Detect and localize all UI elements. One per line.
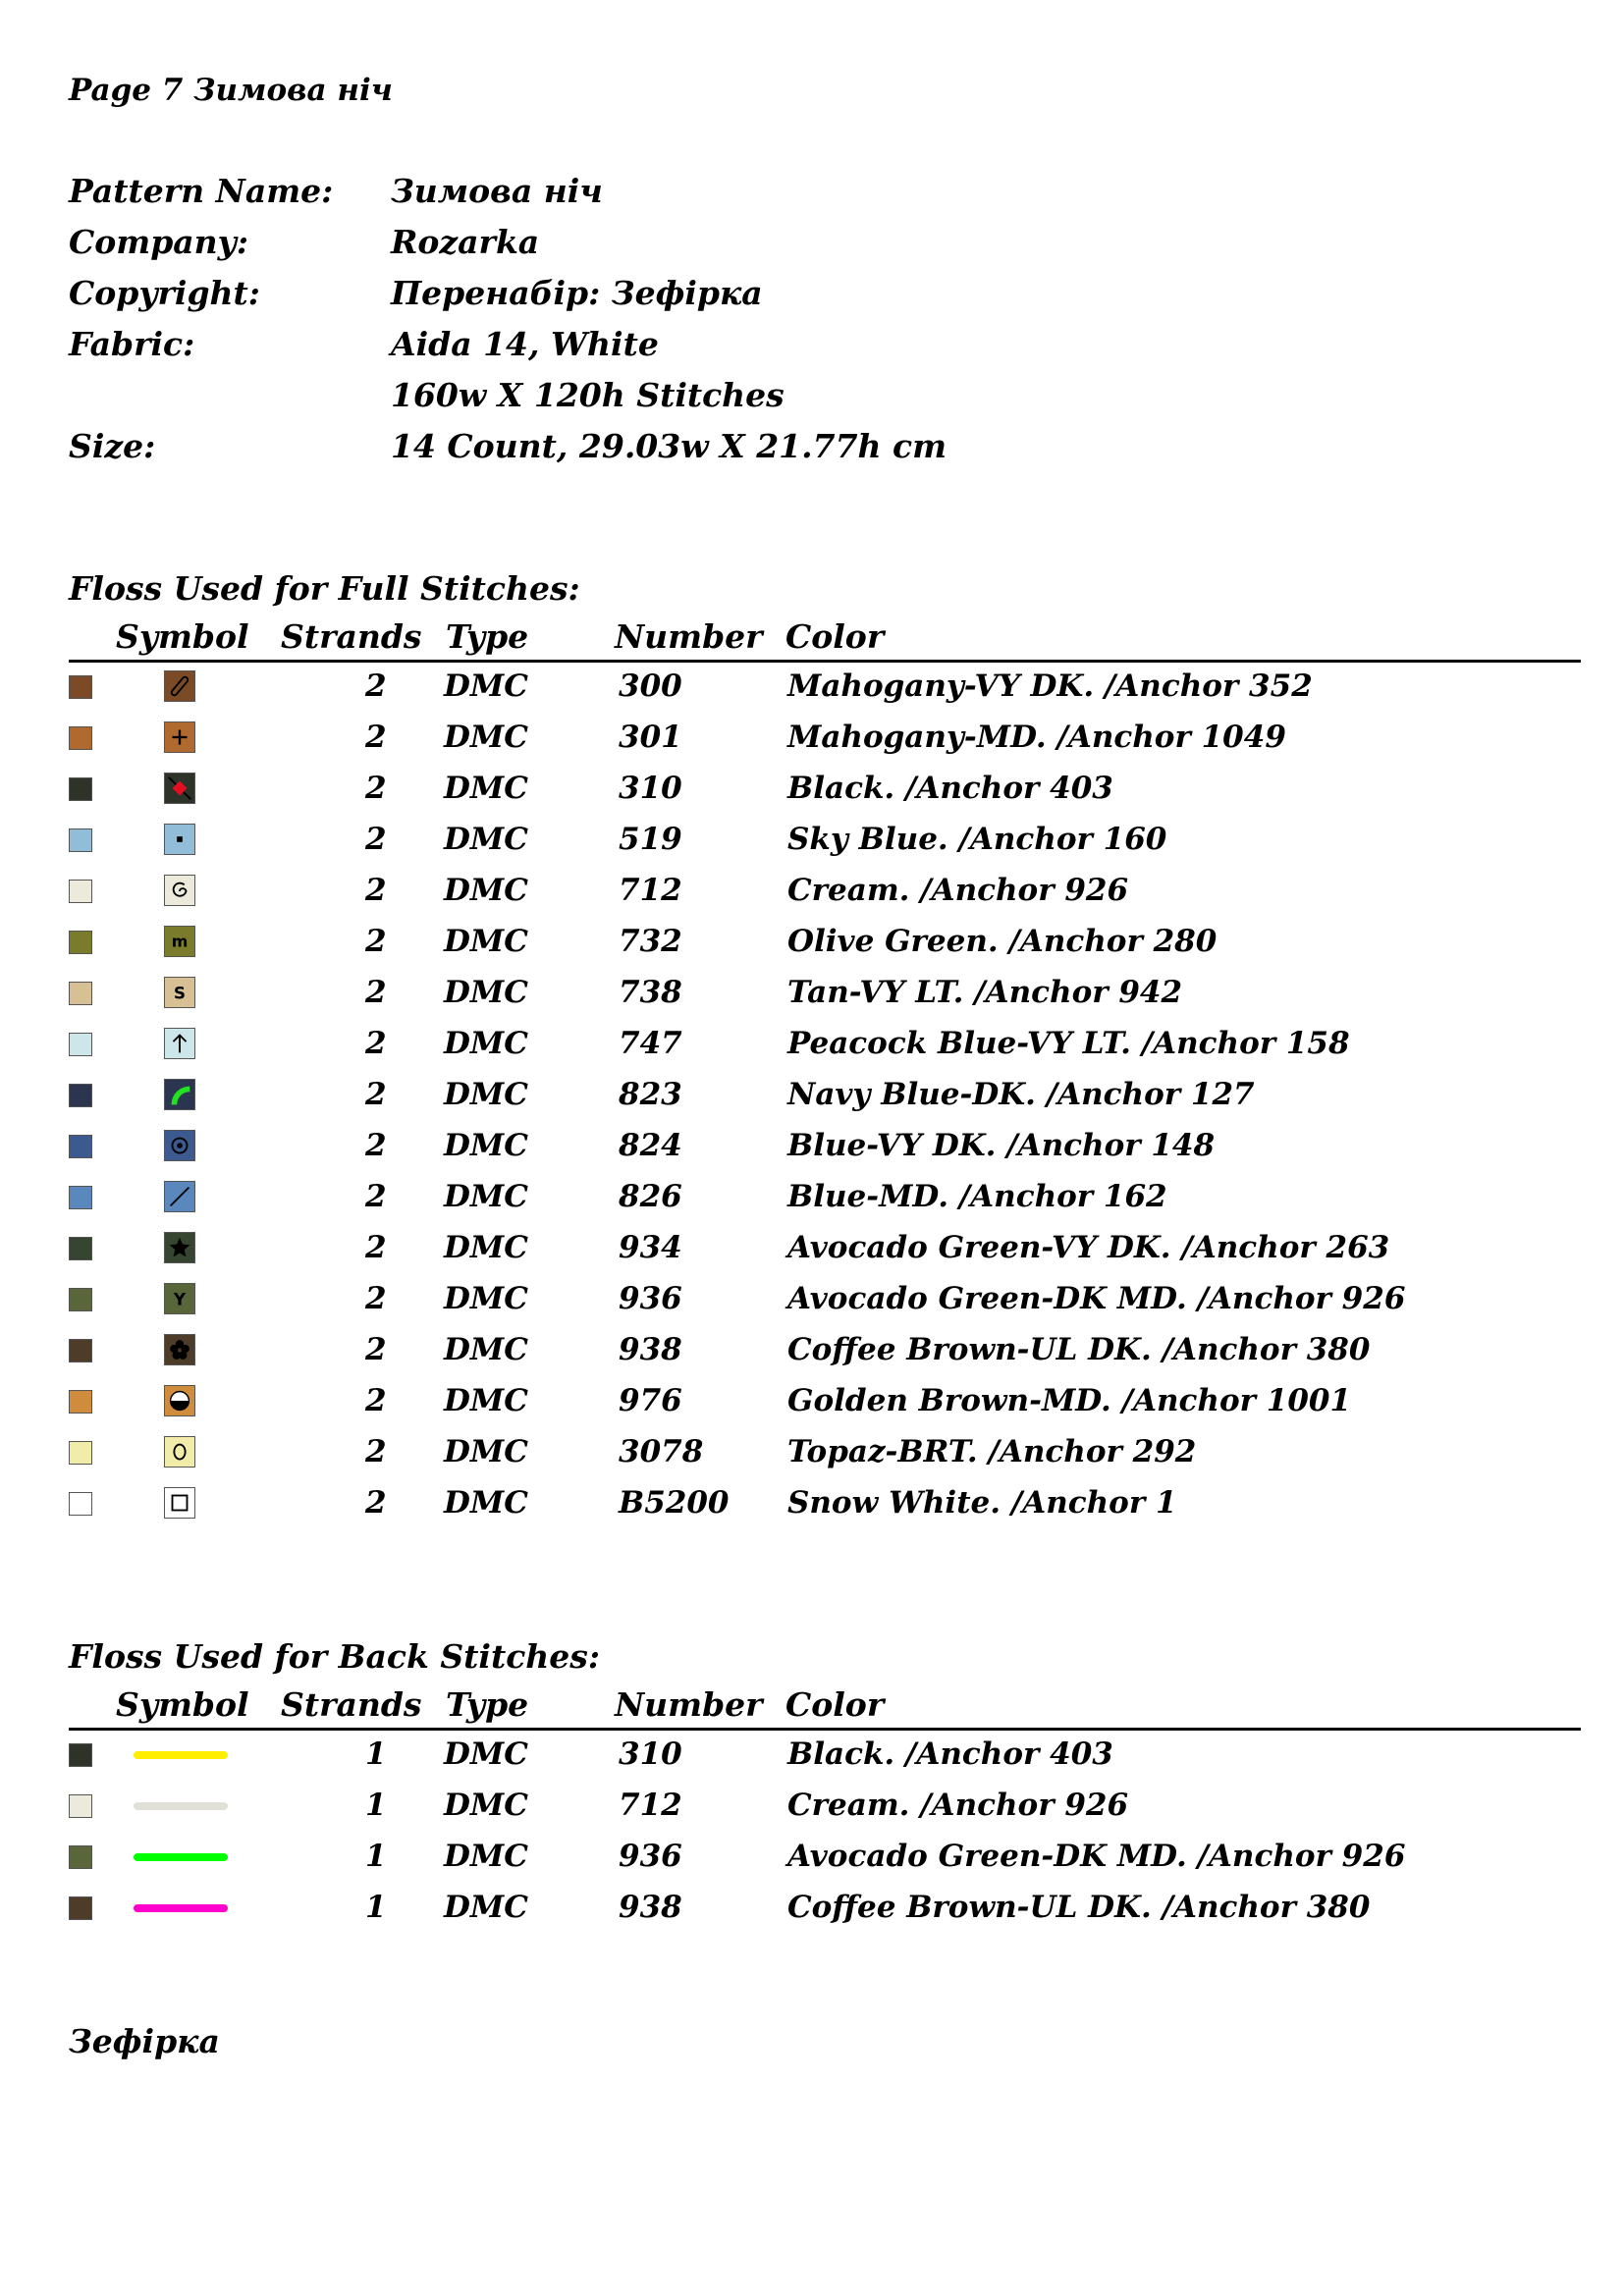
info-value: Зимова ніч [391, 171, 603, 210]
number-cell: 936 [619, 1839, 682, 1874]
svg-text:Y: Y [173, 1289, 187, 1309]
number-cell: 732 [619, 924, 682, 959]
number-cell: 976 [619, 1383, 682, 1418]
strands-cell: 2 [365, 1179, 387, 1214]
table-row [69, 1377, 1581, 1428]
color-name-cell: Coffee Brown-UL DK. /Anchor 380 [787, 1890, 1371, 1925]
back-stitches-rows [69, 1731, 1581, 1935]
type-cell: DMC [444, 822, 528, 857]
number-cell: 936 [619, 1281, 682, 1316]
info-row [69, 216, 947, 267]
type-cell: DMC [444, 1383, 528, 1418]
info-value: Перенабір: Зефірка [391, 273, 763, 312]
svg-text:S: S [173, 983, 187, 1003]
star-icon [164, 1232, 195, 1263]
info-row [69, 267, 947, 318]
number-cell: 301 [619, 720, 682, 755]
color-name-cell: Cream. /Anchor 926 [787, 873, 1129, 908]
strands-cell: 2 [365, 873, 387, 908]
table-row [69, 663, 1581, 714]
type-cell: DMC [444, 1788, 528, 1823]
type-cell: DMC [444, 1077, 528, 1112]
color-name-cell: Blue-MD. /Anchor 162 [787, 1179, 1167, 1214]
footer-signature: Зефірка [69, 2022, 220, 2060]
table-row [69, 1071, 1581, 1122]
color-name-cell: Peacock Blue-VY LT. /Anchor 158 [787, 1026, 1350, 1061]
page-title: Page 7 Зимова ніч [69, 73, 393, 108]
strands-cell: 1 [365, 1788, 387, 1823]
strands-cell: 2 [365, 1281, 387, 1316]
info-value: Aida 14, White [391, 324, 659, 363]
color-name-cell: Avocado Green-DK MD. /Anchor 926 [787, 1839, 1406, 1874]
color-swatch [69, 777, 92, 801]
color-swatch [69, 1186, 92, 1209]
strands-cell: 2 [365, 771, 387, 806]
color-name-cell: Snow White. /Anchor 1 [787, 1485, 1177, 1521]
color-swatch [69, 1492, 92, 1516]
number-cell: 3078 [619, 1434, 704, 1469]
strands-cell: 2 [365, 1128, 387, 1163]
letter-y-icon [164, 1283, 195, 1314]
table-row [69, 1479, 1581, 1530]
color-swatch [69, 1845, 92, 1869]
table-row [69, 918, 1581, 969]
color-name-cell: Blue-VY DK. /Anchor 148 [787, 1128, 1216, 1163]
table-row [69, 816, 1581, 867]
letter-s-icon [164, 977, 195, 1008]
table-row [69, 1833, 1581, 1884]
color-swatch [69, 1135, 92, 1158]
type-cell: DMC [444, 1179, 528, 1214]
strands-cell: 2 [365, 1383, 387, 1418]
arrow-up-icon [164, 1028, 195, 1059]
full-stitches-title: Floss Used for Full Stitches: [69, 569, 580, 608]
info-row [69, 420, 947, 471]
color-name-cell: Tan-VY LT. /Anchor 942 [787, 975, 1183, 1010]
info-row [69, 165, 947, 216]
header-number: Number [615, 1685, 763, 1724]
color-swatch [69, 726, 92, 750]
number-cell: 310 [619, 1736, 682, 1772]
strands-cell: 2 [365, 1230, 387, 1265]
type-cell: DMC [444, 1026, 528, 1061]
color-name-cell: Black. /Anchor 403 [787, 771, 1113, 806]
header-number: Number [615, 617, 763, 656]
number-cell: 310 [619, 771, 682, 806]
number-cell: 826 [619, 1179, 682, 1214]
type-cell: DMC [444, 720, 528, 755]
strands-cell: 2 [365, 975, 387, 1010]
table-row [69, 1884, 1581, 1935]
strands-cell: 2 [365, 1332, 387, 1367]
number-cell: 712 [619, 1788, 682, 1823]
swirl-icon [164, 875, 195, 906]
color-swatch [69, 1237, 92, 1260]
color-swatch [69, 931, 92, 954]
color-name-cell: Topaz-BRT. /Anchor 292 [787, 1434, 1197, 1469]
number-cell: 738 [619, 975, 682, 1010]
table-row [69, 1326, 1581, 1377]
table-row [69, 1428, 1581, 1479]
type-cell: DMC [444, 1485, 528, 1521]
color-name-cell: Mahogany-VY DK. /Anchor 352 [787, 668, 1313, 704]
table-row [69, 1782, 1581, 1833]
back-stitches-title: Floss Used for Back Stitches: [69, 1637, 601, 1676]
info-label: Fabric: [69, 324, 195, 363]
strands-cell: 1 [365, 1839, 387, 1874]
strands-cell: 2 [365, 822, 387, 857]
type-cell: DMC [444, 924, 528, 959]
backstitch-line-icon [134, 1802, 228, 1810]
strands-cell: 2 [365, 1026, 387, 1061]
color-swatch [69, 1441, 92, 1465]
info-label: Company: [69, 222, 248, 261]
info-label: Size: [69, 426, 156, 465]
info-label: Copyright: [69, 273, 260, 312]
type-cell: DMC [444, 1736, 528, 1772]
color-name-cell: Sky Blue. /Anchor 160 [787, 822, 1167, 857]
type-cell: DMC [444, 1434, 528, 1469]
color-swatch [69, 1743, 92, 1767]
letter-m-icon [164, 926, 195, 957]
header-color: Color [785, 617, 885, 656]
color-swatch [69, 1390, 92, 1414]
header-strands: Strands [281, 1685, 422, 1724]
color-swatch [69, 1288, 92, 1311]
backstitch-line-icon [134, 1751, 228, 1759]
info-label: Pattern Name: [69, 171, 334, 210]
number-cell: 938 [619, 1890, 682, 1925]
strands-cell: 2 [365, 924, 387, 959]
type-cell: DMC [444, 1839, 528, 1874]
color-name-cell: Golden Brown-MD. /Anchor 1001 [787, 1383, 1352, 1418]
diagonal-line-icon [164, 1181, 195, 1212]
number-cell: 824 [619, 1128, 682, 1163]
table-row [69, 714, 1581, 765]
color-name-cell: Avocado Green-DK MD. /Anchor 926 [787, 1281, 1406, 1316]
square-outline-icon [164, 1487, 195, 1519]
info-row [69, 369, 947, 420]
full-stitches-rows [69, 663, 1581, 1530]
table-header [69, 616, 1581, 663]
color-swatch [69, 1084, 92, 1107]
header-symbol: Symbol [116, 1685, 249, 1724]
strands-cell: 2 [365, 720, 387, 755]
color-swatch [69, 1339, 92, 1362]
table-row [69, 1173, 1581, 1224]
table-row [69, 867, 1581, 918]
svg-text:m: m [171, 932, 189, 951]
type-cell: DMC [444, 1281, 528, 1316]
color-name-cell: Black. /Anchor 403 [787, 1736, 1113, 1772]
table-row [69, 1020, 1581, 1071]
flower-icon [164, 1334, 195, 1365]
type-cell: DMC [444, 873, 528, 908]
color-name-cell: Navy Blue-DK. /Anchor 127 [787, 1077, 1255, 1112]
slash-oval-icon [164, 670, 195, 702]
table-row [69, 1224, 1581, 1275]
type-cell: DMC [444, 1230, 528, 1265]
number-cell: B5200 [619, 1485, 730, 1521]
number-cell: 823 [619, 1077, 682, 1112]
header-symbol: Symbol [116, 617, 249, 656]
strands-cell: 2 [365, 1485, 387, 1521]
color-swatch [69, 1896, 92, 1920]
target-icon [164, 1130, 195, 1161]
strands-cell: 2 [365, 1434, 387, 1469]
strands-cell: 2 [365, 668, 387, 704]
type-cell: DMC [444, 771, 528, 806]
quarter-circle-icon [164, 1079, 195, 1110]
plus-icon [164, 721, 195, 753]
type-cell: DMC [444, 1128, 528, 1163]
number-cell: 712 [619, 873, 682, 908]
full-stitches-table [69, 616, 1581, 1530]
diamond-slash-icon [164, 773, 195, 804]
color-swatch [69, 675, 92, 699]
type-cell: DMC [444, 975, 528, 1010]
table-header [69, 1684, 1581, 1731]
table-row [69, 1122, 1581, 1173]
color-swatch [69, 1794, 92, 1818]
info-row [69, 318, 947, 369]
dot-icon [164, 824, 195, 855]
header-type: Type [446, 1685, 529, 1724]
strands-cell: 2 [365, 1077, 387, 1112]
color-name-cell: Avocado Green-VY DK. /Anchor 263 [787, 1230, 1390, 1265]
circle-outline-icon [164, 1436, 195, 1468]
type-cell: DMC [444, 1890, 528, 1925]
table-row [69, 969, 1581, 1020]
info-value: 160w X 120h Stitches [391, 375, 785, 414]
number-cell: 938 [619, 1332, 682, 1367]
color-name-cell: Cream. /Anchor 926 [787, 1788, 1129, 1823]
backstitch-line-icon [134, 1904, 228, 1912]
table-row [69, 1731, 1581, 1782]
color-swatch [69, 828, 92, 852]
number-cell: 300 [619, 668, 682, 704]
half-circle-icon [164, 1385, 195, 1416]
strands-cell: 1 [365, 1736, 387, 1772]
type-cell: DMC [444, 668, 528, 704]
header-color: Color [785, 1685, 885, 1724]
color-swatch [69, 880, 92, 903]
color-name-cell: Olive Green. /Anchor 280 [787, 924, 1218, 959]
color-swatch [69, 982, 92, 1005]
info-value: Rozarka [391, 222, 540, 261]
pattern-info [69, 165, 947, 471]
type-cell: DMC [444, 1332, 528, 1367]
back-stitches-table [69, 1684, 1581, 1935]
number-cell: 747 [619, 1026, 682, 1061]
number-cell: 519 [619, 822, 682, 857]
color-swatch [69, 1033, 92, 1056]
strands-cell: 1 [365, 1890, 387, 1925]
header-strands: Strands [281, 617, 422, 656]
table-row [69, 1275, 1581, 1326]
color-name-cell: Coffee Brown-UL DK. /Anchor 380 [787, 1332, 1371, 1367]
header-type: Type [446, 617, 529, 656]
color-name-cell: Mahogany-MD. /Anchor 1049 [787, 720, 1286, 755]
table-row [69, 765, 1581, 816]
backstitch-line-icon [134, 1853, 228, 1861]
number-cell: 934 [619, 1230, 682, 1265]
info-value: 14 Count, 29.03w X 21.77h cm [391, 426, 947, 465]
